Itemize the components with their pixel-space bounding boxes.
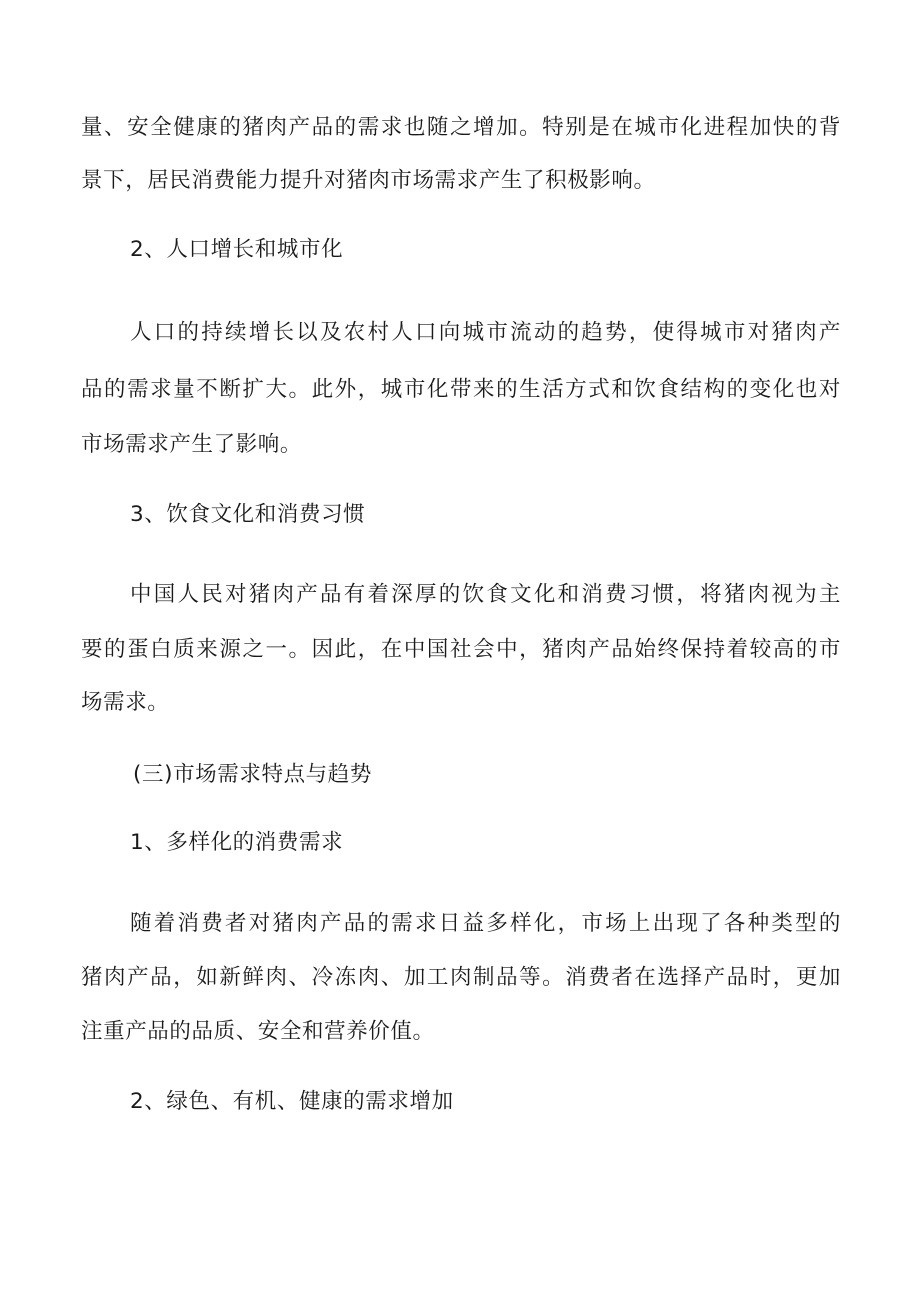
paragraph-line: 景下，居民消费能力提升对猪肉市场需求产生了积极影响。: [81, 168, 656, 193]
paragraph-line: 量、安全健康的猪肉产品的需求也随之增加。特别是在城市化进程加快的背: [81, 115, 841, 140]
paragraph-line: 随着消费者对猪肉产品的需求日益多样化，市场上出现了各种类型的: [130, 911, 841, 936]
section-heading: 2、人口增长和城市化: [130, 237, 344, 262]
paragraph-line: 要的蛋白质来源之一。因此，在中国社会中，猪肉产品始终保持着较高的市: [81, 637, 841, 662]
paragraph-line: 中国人民对猪肉产品有着深厚的饮食文化和消费习惯，将猪肉视为主: [130, 582, 841, 607]
part-heading: (三)市场需求特点与趋势: [133, 762, 372, 787]
paragraph-line: 猪肉产品，如新鲜肉、冷冻肉、加工肉制品等。消费者在选择产品时，更加: [81, 965, 841, 990]
section-heading: 3、饮食文化和消费习惯: [130, 502, 366, 527]
paragraph-line: 人口的持续增长以及农村人口向城市流动的趋势，使得城市对猪肉产: [130, 320, 841, 345]
paragraph-line: 场需求。: [81, 690, 170, 715]
paragraph-line: 注重产品的品质、安全和营养价值。: [81, 1019, 435, 1044]
paragraph-line: 品的需求量不断扩大。此外，城市化带来的生活方式和饮食结构的变化也对: [81, 377, 841, 402]
subsection-heading: 1、多样化的消费需求: [130, 830, 344, 855]
subsection-heading: 2、绿色、有机、健康的需求增加: [130, 1089, 454, 1114]
paragraph-line: 市场需求产生了影响。: [81, 432, 303, 457]
